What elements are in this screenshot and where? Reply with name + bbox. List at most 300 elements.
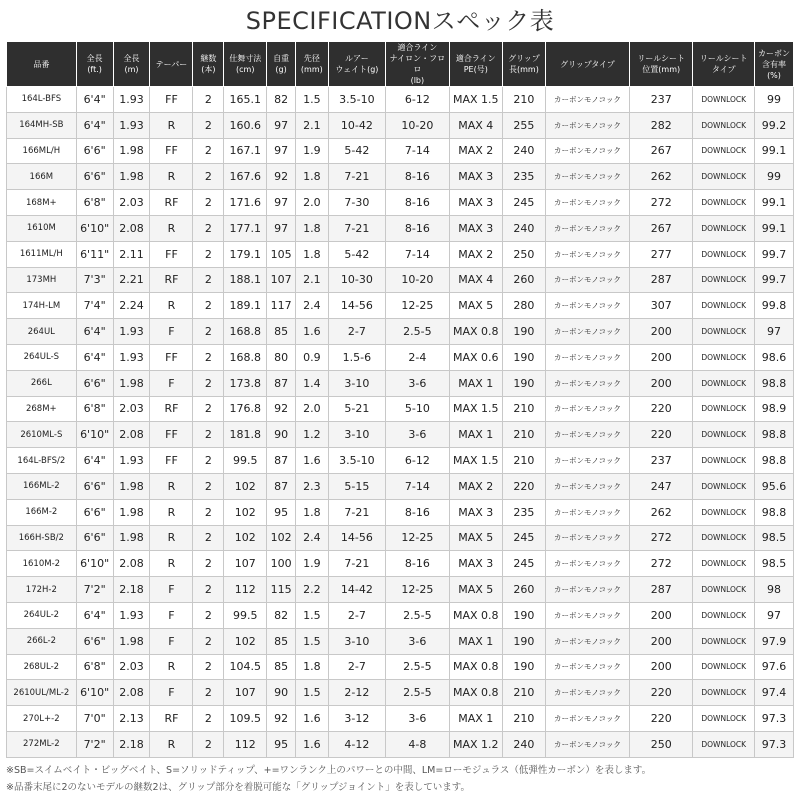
cell-taper: RF xyxy=(150,267,193,293)
table-row xyxy=(7,87,794,113)
cell-length-m: 2.03 xyxy=(113,396,150,422)
cell-taper: FF xyxy=(150,87,193,113)
cell-grip-type: カーボンモノコック xyxy=(545,499,629,525)
cell-tip-diameter: 1.5 xyxy=(295,680,328,706)
cell-carbon-content: 99 xyxy=(754,87,793,113)
cell-taper: R xyxy=(150,525,193,551)
cell-reel-seat-position: 262 xyxy=(629,499,693,525)
cell-tip-diameter: 1.8 xyxy=(295,164,328,190)
cell-grip-length: 190 xyxy=(502,370,545,396)
cell-lure-weight: 2-7 xyxy=(328,602,385,628)
cell-grip-length: 190 xyxy=(502,628,545,654)
header-model: 品番 xyxy=(7,42,77,87)
cell-tip-diameter: 1.6 xyxy=(295,706,328,732)
cell-length-ft: 6'4" xyxy=(76,602,113,628)
cell-length-ft: 6'10" xyxy=(76,680,113,706)
table-row xyxy=(7,602,794,628)
cell-reel-seat-type: DOWNLOCK xyxy=(693,680,754,706)
cell-grip-type: カーボンモノコック xyxy=(545,448,629,474)
cell-line-pe: MAX 0.6 xyxy=(449,344,502,370)
cell-weight: 97 xyxy=(267,112,296,138)
cell-line-nylon-fluoro: 5-10 xyxy=(386,396,450,422)
cell-taper: R xyxy=(150,293,193,319)
footnotes xyxy=(6,762,796,796)
cell-grip-length: 220 xyxy=(502,473,545,499)
cell-carbon-content: 97 xyxy=(754,319,793,345)
cell-reel-seat-position: 267 xyxy=(629,138,693,164)
cell-lure-weight: 7-21 xyxy=(328,215,385,241)
cell-lure-weight: 5-15 xyxy=(328,473,385,499)
cell-carbon-content: 98.8 xyxy=(754,448,793,474)
header-lure-weight: ルアー ウェイト(g) xyxy=(328,42,385,87)
cell-closed-length: 112 xyxy=(224,577,267,603)
cell-reel-seat-position: 200 xyxy=(629,370,693,396)
cell-reel-seat-position: 200 xyxy=(629,654,693,680)
cell-model: 164MH-SB xyxy=(7,112,77,138)
cell-grip-type: カーボンモノコック xyxy=(545,215,629,241)
cell-weight: 95 xyxy=(267,731,296,757)
cell-line-pe: MAX 1 xyxy=(449,706,502,732)
cell-lure-weight: 1.5-6 xyxy=(328,344,385,370)
cell-taper: R xyxy=(150,164,193,190)
cell-lure-weight: 5-21 xyxy=(328,396,385,422)
cell-grip-length: 245 xyxy=(502,551,545,577)
cell-length-ft: 6'11" xyxy=(76,241,113,267)
cell-tip-diameter: 1.6 xyxy=(295,448,328,474)
cell-weight: 107 xyxy=(267,267,296,293)
cell-lure-weight: 7-30 xyxy=(328,190,385,216)
cell-lure-weight: 10-30 xyxy=(328,267,385,293)
cell-closed-length: 107 xyxy=(224,680,267,706)
header-line-nylon-fluoro: 適合ライン ナイロン・フロロ (lb) xyxy=(386,42,450,87)
cell-taper: R xyxy=(150,499,193,525)
cell-reel-seat-position: 272 xyxy=(629,525,693,551)
table-header-row xyxy=(7,42,794,87)
cell-grip-length: 210 xyxy=(502,396,545,422)
cell-length-ft: 6'4" xyxy=(76,448,113,474)
cell-grip-length: 190 xyxy=(502,319,545,345)
cell-pieces: 2 xyxy=(193,370,224,396)
cell-lure-weight: 7-21 xyxy=(328,499,385,525)
cell-line-nylon-fluoro: 6-12 xyxy=(386,448,450,474)
cell-line-nylon-fluoro: 2.5-5 xyxy=(386,319,450,345)
table-row xyxy=(7,577,794,603)
table-row xyxy=(7,731,794,757)
table-row xyxy=(7,654,794,680)
cell-length-ft: 7'2" xyxy=(76,577,113,603)
cell-model: 268M+ xyxy=(7,396,77,422)
cell-length-ft: 6'4" xyxy=(76,344,113,370)
cell-tip-diameter: 1.8 xyxy=(295,654,328,680)
cell-lure-weight: 5-42 xyxy=(328,241,385,267)
cell-line-nylon-fluoro: 10-20 xyxy=(386,267,450,293)
cell-line-pe: MAX 5 xyxy=(449,577,502,603)
cell-length-ft: 7'4" xyxy=(76,293,113,319)
cell-reel-seat-type: DOWNLOCK xyxy=(693,190,754,216)
cell-length-m: 1.98 xyxy=(113,138,150,164)
cell-tip-diameter: 1.8 xyxy=(295,499,328,525)
cell-pieces: 2 xyxy=(193,319,224,345)
cell-pieces: 2 xyxy=(193,396,224,422)
cell-reel-seat-type: DOWNLOCK xyxy=(693,112,754,138)
cell-reel-seat-type: DOWNLOCK xyxy=(693,344,754,370)
header-tip-diameter: 先径 (mm) xyxy=(295,42,328,87)
table-row xyxy=(7,551,794,577)
table-row xyxy=(7,112,794,138)
cell-reel-seat-type: DOWNLOCK xyxy=(693,602,754,628)
cell-line-pe: MAX 5 xyxy=(449,525,502,551)
cell-line-pe: MAX 4 xyxy=(449,112,502,138)
cell-line-nylon-fluoro: 7-14 xyxy=(386,138,450,164)
cell-tip-diameter: 1.5 xyxy=(295,628,328,654)
cell-weight: 90 xyxy=(267,680,296,706)
cell-reel-seat-type: DOWNLOCK xyxy=(693,525,754,551)
cell-reel-seat-position: 200 xyxy=(629,602,693,628)
cell-line-nylon-fluoro: 12-25 xyxy=(386,577,450,603)
cell-model: 164L-BFS xyxy=(7,87,77,113)
cell-reel-seat-position: 220 xyxy=(629,422,693,448)
cell-closed-length: 189.1 xyxy=(224,293,267,319)
cell-reel-seat-type: DOWNLOCK xyxy=(693,267,754,293)
cell-grip-type: カーボンモノコック xyxy=(545,396,629,422)
cell-pieces: 2 xyxy=(193,293,224,319)
cell-length-m: 2.18 xyxy=(113,577,150,603)
cell-pieces: 2 xyxy=(193,112,224,138)
cell-closed-length: 179.1 xyxy=(224,241,267,267)
cell-lure-weight: 3-12 xyxy=(328,706,385,732)
cell-length-m: 1.93 xyxy=(113,112,150,138)
cell-line-nylon-fluoro: 4-8 xyxy=(386,731,450,757)
cell-length-m: 2.11 xyxy=(113,241,150,267)
cell-closed-length: 112 xyxy=(224,731,267,757)
cell-reel-seat-type: DOWNLOCK xyxy=(693,422,754,448)
header-reel-seat-position: リールシート 位置(mm) xyxy=(629,42,693,87)
cell-reel-seat-type: DOWNLOCK xyxy=(693,551,754,577)
cell-grip-length: 210 xyxy=(502,680,545,706)
header-grip-length: グリップ 長(mm) xyxy=(502,42,545,87)
header-grip-type: グリップタイプ xyxy=(545,42,629,87)
cell-reel-seat-position: 282 xyxy=(629,112,693,138)
cell-pieces: 2 xyxy=(193,628,224,654)
cell-taper: R xyxy=(150,473,193,499)
header-carbon-content: カーボン 含有率 (%) xyxy=(754,42,793,87)
cell-line-pe: MAX 1.2 xyxy=(449,731,502,757)
cell-reel-seat-type: DOWNLOCK xyxy=(693,319,754,345)
cell-grip-type: カーボンモノコック xyxy=(545,344,629,370)
cell-grip-type: カーボンモノコック xyxy=(545,731,629,757)
cell-lure-weight: 14-42 xyxy=(328,577,385,603)
cell-lure-weight: 3.5-10 xyxy=(328,87,385,113)
cell-closed-length: 171.6 xyxy=(224,190,267,216)
header-closed-length: 仕舞寸法 (cm) xyxy=(224,42,267,87)
cell-reel-seat-type: DOWNLOCK xyxy=(693,654,754,680)
cell-grip-length: 255 xyxy=(502,112,545,138)
cell-grip-length: 235 xyxy=(502,164,545,190)
cell-pieces: 2 xyxy=(193,499,224,525)
cell-pieces: 2 xyxy=(193,422,224,448)
cell-line-nylon-fluoro: 7-14 xyxy=(386,473,450,499)
cell-length-ft: 6'8" xyxy=(76,190,113,216)
cell-grip-type: カーボンモノコック xyxy=(545,164,629,190)
cell-line-nylon-fluoro: 7-14 xyxy=(386,241,450,267)
cell-lure-weight: 4-12 xyxy=(328,731,385,757)
cell-line-nylon-fluoro: 3-6 xyxy=(386,422,450,448)
cell-line-pe: MAX 3 xyxy=(449,164,502,190)
cell-taper: R xyxy=(150,731,193,757)
cell-line-nylon-fluoro: 10-20 xyxy=(386,112,450,138)
cell-carbon-content: 97.3 xyxy=(754,731,793,757)
cell-lure-weight: 14-56 xyxy=(328,525,385,551)
cell-closed-length: 177.1 xyxy=(224,215,267,241)
cell-grip-length: 210 xyxy=(502,706,545,732)
cell-weight: 85 xyxy=(267,319,296,345)
cell-pieces: 2 xyxy=(193,267,224,293)
cell-length-m: 1.98 xyxy=(113,473,150,499)
cell-grip-type: カーボンモノコック xyxy=(545,293,629,319)
cell-grip-type: カーボンモノコック xyxy=(545,138,629,164)
cell-closed-length: 167.6 xyxy=(224,164,267,190)
cell-weight: 92 xyxy=(267,164,296,190)
cell-closed-length: 99.5 xyxy=(224,602,267,628)
cell-taper: RF xyxy=(150,190,193,216)
cell-grip-type: カーボンモノコック xyxy=(545,267,629,293)
cell-model: 2610UL/ML-2 xyxy=(7,680,77,706)
cell-reel-seat-type: DOWNLOCK xyxy=(693,138,754,164)
cell-reel-seat-position: 287 xyxy=(629,267,693,293)
cell-tip-diameter: 1.9 xyxy=(295,551,328,577)
cell-grip-length: 240 xyxy=(502,215,545,241)
cell-length-ft: 6'10" xyxy=(76,551,113,577)
cell-line-nylon-fluoro: 2.5-5 xyxy=(386,602,450,628)
cell-weight: 97 xyxy=(267,215,296,241)
cell-reel-seat-position: 200 xyxy=(629,344,693,370)
header-line-pe: 適合ライン PE(号) xyxy=(449,42,502,87)
cell-weight: 97 xyxy=(267,138,296,164)
table-row xyxy=(7,164,794,190)
cell-reel-seat-position: 272 xyxy=(629,551,693,577)
cell-taper: R xyxy=(150,215,193,241)
cell-closed-length: 168.8 xyxy=(224,319,267,345)
cell-grip-length: 240 xyxy=(502,138,545,164)
cell-closed-length: 173.8 xyxy=(224,370,267,396)
cell-pieces: 2 xyxy=(193,577,224,603)
cell-carbon-content: 98.8 xyxy=(754,370,793,396)
cell-tip-diameter: 1.8 xyxy=(295,241,328,267)
cell-model: 1610M xyxy=(7,215,77,241)
cell-reel-seat-position: 272 xyxy=(629,190,693,216)
cell-reel-seat-type: DOWNLOCK xyxy=(693,87,754,113)
cell-model: 166M-2 xyxy=(7,499,77,525)
cell-line-pe: MAX 1 xyxy=(449,628,502,654)
cell-model: 166ML-2 xyxy=(7,473,77,499)
cell-length-ft: 7'2" xyxy=(76,731,113,757)
cell-closed-length: 168.8 xyxy=(224,344,267,370)
cell-grip-type: カーボンモノコック xyxy=(545,422,629,448)
cell-carbon-content: 98.8 xyxy=(754,422,793,448)
cell-taper: F xyxy=(150,628,193,654)
cell-grip-type: カーボンモノコック xyxy=(545,577,629,603)
cell-length-ft: 6'6" xyxy=(76,164,113,190)
cell-lure-weight: 2-12 xyxy=(328,680,385,706)
cell-model: 1611ML/H xyxy=(7,241,77,267)
cell-line-pe: MAX 1.5 xyxy=(449,87,502,113)
cell-line-nylon-fluoro: 8-16 xyxy=(386,190,450,216)
cell-line-pe: MAX 3 xyxy=(449,215,502,241)
cell-lure-weight: 2-7 xyxy=(328,319,385,345)
page-title: SPECIFICATIONスペック表 xyxy=(245,7,555,35)
cell-reel-seat-position: 247 xyxy=(629,473,693,499)
cell-length-m: 1.98 xyxy=(113,525,150,551)
cell-taper: FF xyxy=(150,138,193,164)
cell-tip-diameter: 2.1 xyxy=(295,112,328,138)
table-row xyxy=(7,680,794,706)
cell-weight: 95 xyxy=(267,499,296,525)
cell-lure-weight: 10-42 xyxy=(328,112,385,138)
cell-model: 166ML/H xyxy=(7,138,77,164)
cell-taper: FF xyxy=(150,241,193,267)
cell-line-nylon-fluoro: 6-12 xyxy=(386,87,450,113)
cell-grip-type: カーボンモノコック xyxy=(545,602,629,628)
cell-taper: RF xyxy=(150,706,193,732)
cell-line-nylon-fluoro: 12-25 xyxy=(386,293,450,319)
cell-grip-type: カーボンモノコック xyxy=(545,628,629,654)
cell-line-pe: MAX 1.5 xyxy=(449,396,502,422)
cell-closed-length: 102 xyxy=(224,499,267,525)
cell-grip-type: カーボンモノコック xyxy=(545,654,629,680)
cell-reel-seat-type: DOWNLOCK xyxy=(693,215,754,241)
cell-pieces: 2 xyxy=(193,190,224,216)
cell-taper: FF xyxy=(150,344,193,370)
cell-line-pe: MAX 3 xyxy=(449,190,502,216)
cell-carbon-content: 99.1 xyxy=(754,215,793,241)
cell-weight: 80 xyxy=(267,344,296,370)
cell-reel-seat-position: 287 xyxy=(629,577,693,603)
cell-line-pe: MAX 1.5 xyxy=(449,448,502,474)
cell-line-nylon-fluoro: 2.5-5 xyxy=(386,654,450,680)
cell-weight: 85 xyxy=(267,654,296,680)
cell-line-pe: MAX 0.8 xyxy=(449,319,502,345)
cell-grip-type: カーボンモノコック xyxy=(545,370,629,396)
cell-length-ft: 7'3" xyxy=(76,267,113,293)
cell-model: 270L+-2 xyxy=(7,706,77,732)
cell-grip-length: 190 xyxy=(502,654,545,680)
cell-pieces: 2 xyxy=(193,602,224,628)
cell-length-ft: 6'6" xyxy=(76,370,113,396)
table-row xyxy=(7,344,794,370)
cell-grip-type: カーボンモノコック xyxy=(545,473,629,499)
cell-length-m: 2.03 xyxy=(113,654,150,680)
cell-grip-type: カーボンモノコック xyxy=(545,241,629,267)
cell-carbon-content: 98.5 xyxy=(754,525,793,551)
cell-length-ft: 6'4" xyxy=(76,112,113,138)
cell-pieces: 2 xyxy=(193,473,224,499)
cell-pieces: 2 xyxy=(193,731,224,757)
cell-carbon-content: 97.9 xyxy=(754,628,793,654)
cell-weight: 82 xyxy=(267,602,296,628)
cell-weight: 85 xyxy=(267,628,296,654)
cell-length-ft: 7'0" xyxy=(76,706,113,732)
cell-length-m: 1.98 xyxy=(113,628,150,654)
cell-model: 166H-SB/2 xyxy=(7,525,77,551)
cell-length-ft: 6'6" xyxy=(76,628,113,654)
cell-length-m: 1.98 xyxy=(113,164,150,190)
cell-reel-seat-position: 277 xyxy=(629,241,693,267)
cell-tip-diameter: 1.2 xyxy=(295,422,328,448)
cell-pieces: 2 xyxy=(193,87,224,113)
cell-taper: R xyxy=(150,654,193,680)
cell-carbon-content: 99.1 xyxy=(754,190,793,216)
table-row xyxy=(7,473,794,499)
table-row xyxy=(7,267,794,293)
cell-weight: 97 xyxy=(267,190,296,216)
cell-tip-diameter: 1.8 xyxy=(295,215,328,241)
cell-line-nylon-fluoro: 8-16 xyxy=(386,215,450,241)
cell-line-pe: MAX 1 xyxy=(449,422,502,448)
cell-carbon-content: 99.1 xyxy=(754,138,793,164)
cell-carbon-content: 99.7 xyxy=(754,241,793,267)
cell-pieces: 2 xyxy=(193,344,224,370)
cell-line-pe: MAX 1 xyxy=(449,370,502,396)
cell-weight: 87 xyxy=(267,473,296,499)
table-row xyxy=(7,319,794,345)
cell-model: 173MH xyxy=(7,267,77,293)
cell-reel-seat-type: DOWNLOCK xyxy=(693,241,754,267)
cell-reel-seat-type: DOWNLOCK xyxy=(693,731,754,757)
cell-taper: F xyxy=(150,680,193,706)
cell-line-pe: MAX 0.8 xyxy=(449,602,502,628)
cell-closed-length: 102 xyxy=(224,525,267,551)
cell-grip-type: カーボンモノコック xyxy=(545,525,629,551)
cell-weight: 87 xyxy=(267,448,296,474)
cell-closed-length: 167.1 xyxy=(224,138,267,164)
cell-reel-seat-type: DOWNLOCK xyxy=(693,293,754,319)
cell-tip-diameter: 2.0 xyxy=(295,396,328,422)
cell-pieces: 2 xyxy=(193,706,224,732)
cell-closed-length: 104.5 xyxy=(224,654,267,680)
cell-pieces: 2 xyxy=(193,448,224,474)
cell-grip-length: 240 xyxy=(502,731,545,757)
table-row xyxy=(7,628,794,654)
cell-lure-weight: 2-7 xyxy=(328,654,385,680)
cell-line-pe: MAX 2 xyxy=(449,138,502,164)
cell-grip-type: カーボンモノコック xyxy=(545,680,629,706)
cell-length-ft: 6'4" xyxy=(76,87,113,113)
cell-weight: 92 xyxy=(267,396,296,422)
cell-taper: F xyxy=(150,319,193,345)
cell-reel-seat-type: DOWNLOCK xyxy=(693,628,754,654)
cell-grip-length: 210 xyxy=(502,448,545,474)
cell-carbon-content: 99 xyxy=(754,164,793,190)
cell-lure-weight: 5-42 xyxy=(328,138,385,164)
cell-lure-weight: 3.5-10 xyxy=(328,448,385,474)
cell-tip-diameter: 1.4 xyxy=(295,370,328,396)
cell-grip-type: カーボンモノコック xyxy=(545,112,629,138)
cell-pieces: 2 xyxy=(193,138,224,164)
cell-closed-length: 107 xyxy=(224,551,267,577)
cell-line-nylon-fluoro: 3-6 xyxy=(386,370,450,396)
cell-line-nylon-fluoro: 2.5-5 xyxy=(386,680,450,706)
cell-grip-length: 250 xyxy=(502,241,545,267)
cell-length-m: 1.93 xyxy=(113,602,150,628)
cell-length-m: 2.03 xyxy=(113,190,150,216)
cell-tip-diameter: 2.3 xyxy=(295,473,328,499)
cell-line-pe: MAX 3 xyxy=(449,499,502,525)
header-weight: 自重 (g) xyxy=(267,42,296,87)
cell-tip-diameter: 1.6 xyxy=(295,319,328,345)
cell-taper: F xyxy=(150,602,193,628)
cell-closed-length: 109.5 xyxy=(224,706,267,732)
table-row xyxy=(7,370,794,396)
